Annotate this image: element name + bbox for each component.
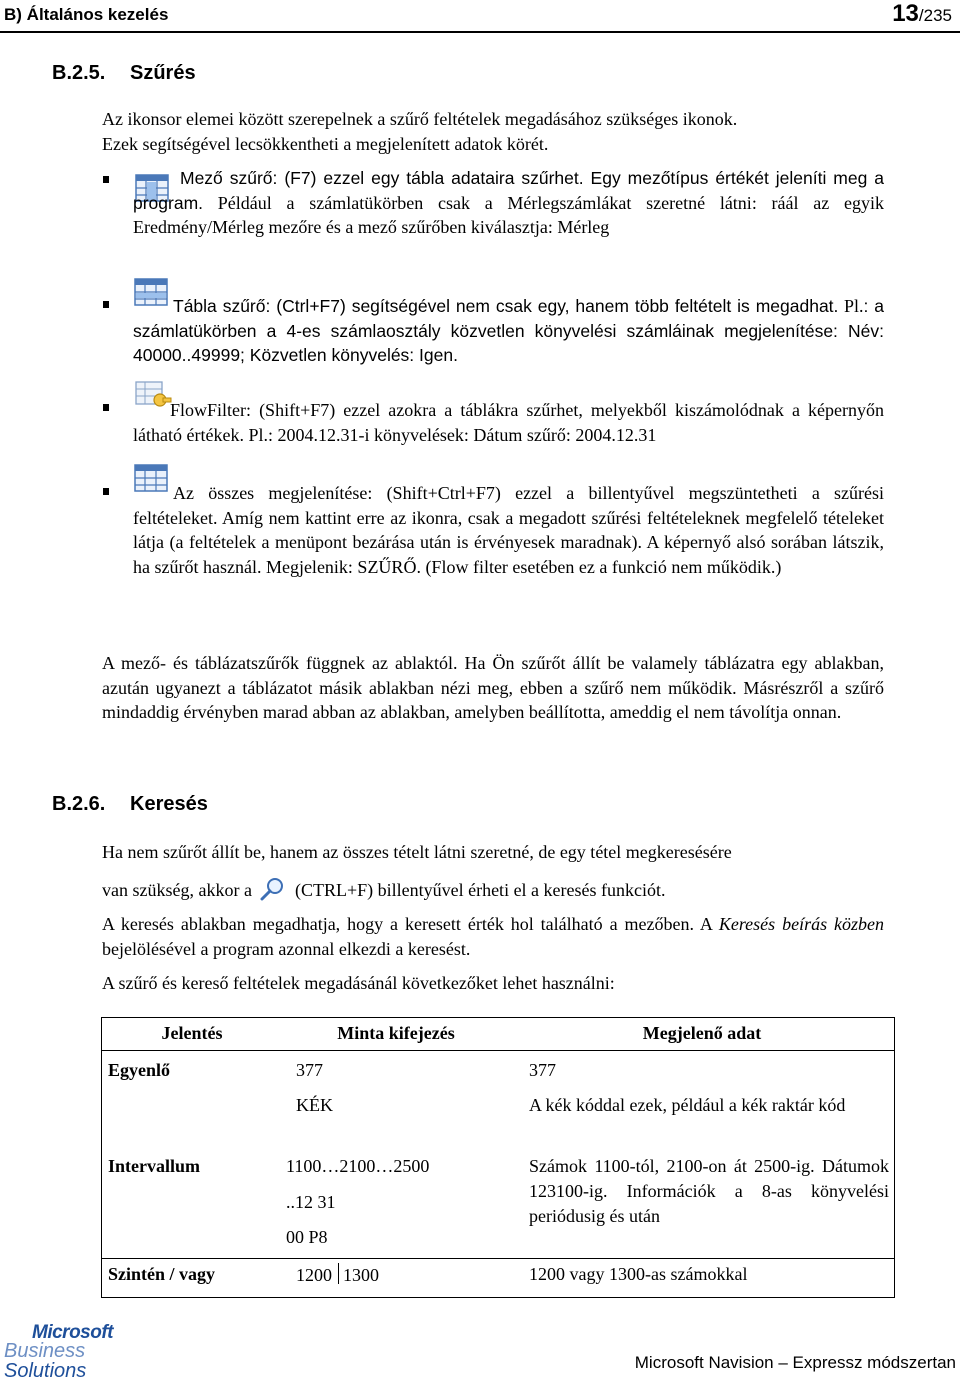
table-row-rule xyxy=(102,1258,894,1259)
table-row-result: A kék kóddal ezek, például a kék raktár kód xyxy=(529,1095,846,1115)
section-title: Szűrés xyxy=(130,62,196,84)
footer-text: Microsoft Navision – Expressz módszertan xyxy=(634,1353,956,1372)
intro-paragraph xyxy=(102,107,884,156)
chapter-title: B) Általános kezelés xyxy=(4,5,169,24)
intro-line-1: Az ikonsor elemei között szerepelnek a szűrő feltételek megadásához szükséges ikonok. xyxy=(102,109,738,129)
table-row-sample: 1100…2100…2500 xyxy=(286,1156,430,1176)
search-p2-b: bejelölésével a program azonnal elkezdi a keresést. xyxy=(102,938,471,959)
item-flowfilter: FlowFilter: (Shift+F7) ezzel azokra a táblákra szűrhet, melyekből kiszámolódnak a képernyőn látható értékek. Pl.: 2004.12.31-i könyvelések: Dátum szűrő: 2004.12.31 xyxy=(133,400,884,445)
item-body-serif: Például a számlatükörben csak a Mérlegszámlákat szeretné látni: ráál az egyik Eredmény/Mérleg mezőre és a mező szűrőben kiválasztja: Mérleg xyxy=(133,192,884,237)
table-header-result: Megjelenő adat xyxy=(642,1023,762,1043)
section-number: B.2.5. xyxy=(52,62,106,84)
microsoft-business-solutions-logo xyxy=(4,1322,154,1384)
search-icon[interactable] xyxy=(258,876,288,902)
intro-line-2: Ezek segítségével lecsökkentheti a megjelenített adatok körét. xyxy=(102,133,549,154)
table-row-result: 1200 vagy 1300-as számokkal xyxy=(529,1264,748,1284)
table-row-sample xyxy=(296,1263,379,1288)
bullet xyxy=(103,176,109,183)
table-row-result: 377 xyxy=(529,1060,556,1080)
bullet xyxy=(103,488,109,495)
section-number: B.2.6. xyxy=(52,793,106,815)
table-header-meaning: Jelentés xyxy=(161,1023,223,1043)
item-lead: Tábla szűrő: xyxy=(173,296,271,316)
search-p2-em: Keresés beírás közben xyxy=(718,914,885,934)
search-paragraph-2 xyxy=(102,912,884,961)
search-line-2b: (CTRL+F) billentyűvel érheti el a keresés funkciót. xyxy=(294,880,666,900)
search-line-2a: van szükség, akkor a xyxy=(102,880,252,900)
page-indicator xyxy=(892,0,952,28)
table-row-label: Intervallum xyxy=(108,1156,200,1176)
search-line-2 xyxy=(102,876,884,903)
table-header-rule xyxy=(102,1050,894,1051)
table-row-sample: KÉK xyxy=(296,1095,333,1115)
section-title: Keresés xyxy=(130,793,208,815)
section-heading-filter xyxy=(52,62,196,85)
table-row-sample: 00 P8 xyxy=(286,1227,328,1247)
item-body: (F7) ezzel egy tábla adataira szűrhet. Egy mezőtípus értékét jeleníti meg a program. xyxy=(133,168,884,213)
table-header-sample: Minta kifejezés xyxy=(337,1023,455,1043)
search-p2-a: A keresés ablakban megadhatja, hogy a keresett érték hol található a mezőben. A xyxy=(102,914,719,934)
item-field-filter xyxy=(133,166,884,240)
search-line-1: Ha nem szűrőt állít be, hanem az összes tételt látni szeretné, de egy tétel megkeresésére xyxy=(102,842,732,862)
page-number: 13 xyxy=(892,0,919,27)
bullet xyxy=(103,301,109,308)
table-row-sample: ..12 31 xyxy=(286,1192,336,1212)
filter-expression-table xyxy=(101,1017,895,1298)
item-body-rest: : a számlatükörben a 4-es számlaosztály közvetlen könyvelési számláinak megjelenítése: Név: 40000..49999; Közvetlen könyvelés: Igen. xyxy=(133,296,885,365)
logo-line-2: Business xyxy=(4,1340,86,1362)
page-total: /235 xyxy=(918,6,952,25)
table-row-label: Egyenlő xyxy=(108,1060,171,1080)
item-table-filter xyxy=(133,294,884,368)
page-header xyxy=(0,0,960,31)
sample-part: 1200 xyxy=(296,1265,332,1285)
bullet xyxy=(103,404,109,411)
item-lead: Mező szűrő: xyxy=(180,168,278,188)
item-show-all: Az összes megjelenítése: (Shift+Ctrl+F7) ezzel a billentyűvel megszüntetheti a szűrési feltételeket. Amíg nem kattint erre az ikonra, csak a megadott szűrési feltételeknek megfelelő tételeket látja (a feltételek a menüpont bezárása után is érvényesek maradnak). A képernyő alsó sorában látszik, ha szűrőt használ. Megjelenik: SZŰRŐ. (Flow filter esetében ez a funkció nem működik.) xyxy=(133,483,884,577)
pipe-separator xyxy=(338,1263,339,1284)
logo-line-1: Microsoft xyxy=(32,1322,113,1343)
logo-line-3: Solutions xyxy=(4,1360,87,1382)
table-row-label: Szintén / vagy xyxy=(108,1264,216,1284)
search-paragraph-3: A szűrő és kereső feltételek megadásánál következőket lehet használni: xyxy=(102,973,615,993)
table-row-sample: 377 xyxy=(296,1060,323,1080)
sample-part: 1300 xyxy=(343,1265,379,1285)
section-heading-search xyxy=(52,793,208,816)
table-row-result: Számok 1100-tól, 2100-on át 2500-ig. Dátumok 123100-ig. Információk a 8-as könyvelési periódusig és után xyxy=(529,1156,889,1226)
header-rule xyxy=(0,31,960,33)
item-body: (Ctrl+F7) segítségével nem csak egy, hanem több feltételt is megadhat. xyxy=(270,296,839,316)
window-filter-paragraph: A mező- és táblázatszűrők függnek az ablaktól. Ha Ön szűrőt állít be valamely táblázatra egy ablakban, azután ugyanezt a táblázatot másik ablakban nézi meg, ebben a szűrő nem működik. Másrészről a szűrő mindaddig érvényben marad abban az ablakban, amelyben beállította, ameddig el nem távolítja onnan. xyxy=(102,653,884,722)
item-body-serif: Pl. xyxy=(838,296,864,316)
